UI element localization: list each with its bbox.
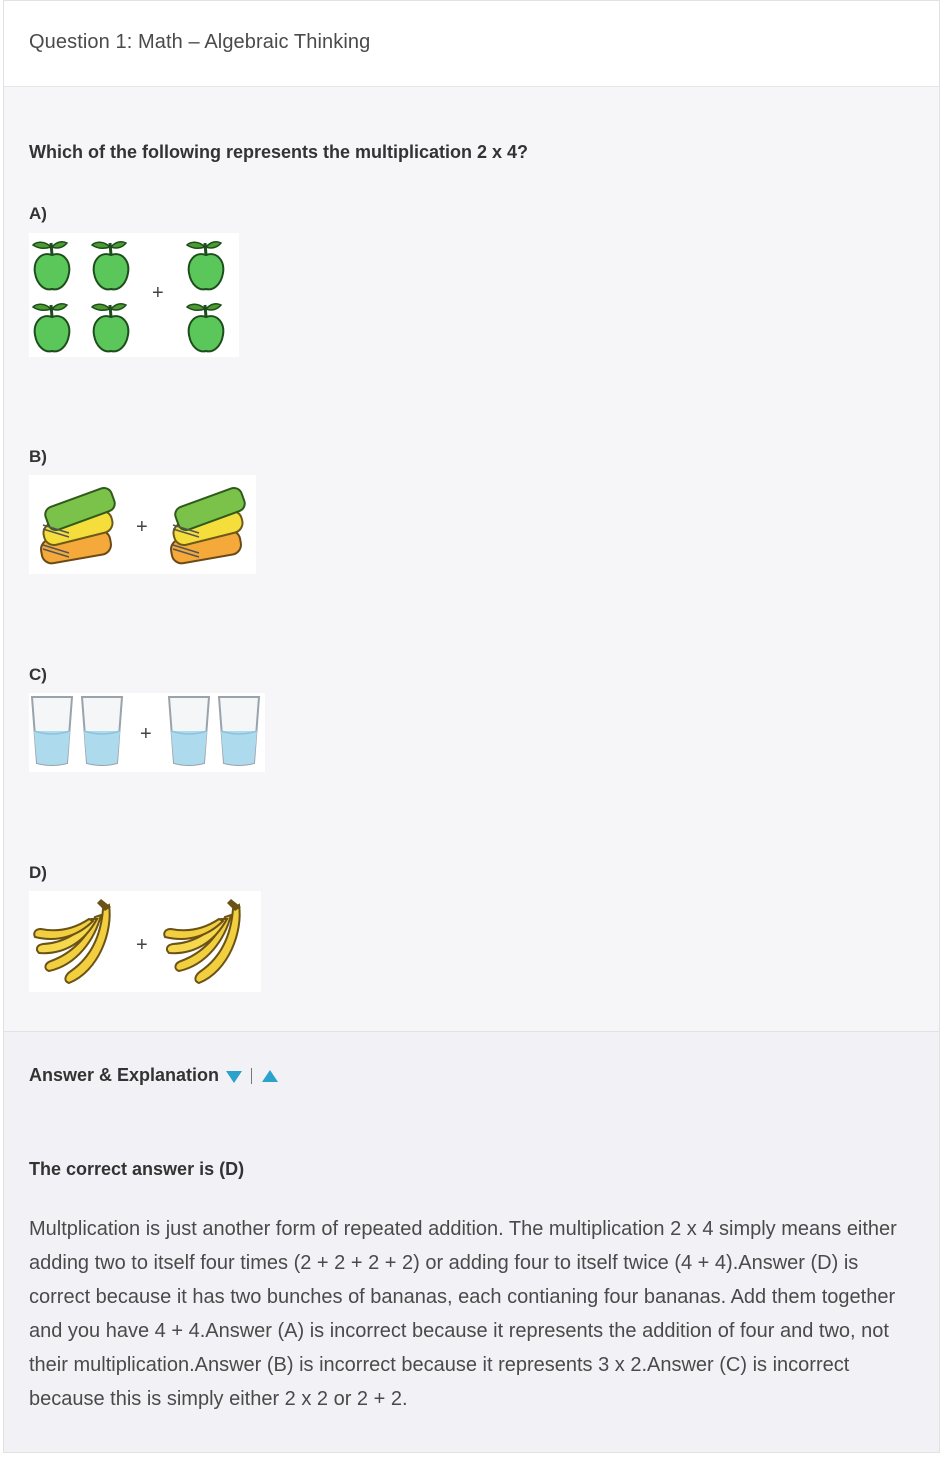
explanation-text: Multplication is just another form of repeated addition. The multiplication 2 x 4 simply means either adding two to itself four times (2 + 2 + 2 + 2) or adding four to itself twice (4 + 4).Answer (D) is correct because it has two bunches of bananas, each contianing four bananas. Add them together and you have 4 + 4.Answer (A) is incorrect because it represents the addition of four and two, not their multiplication.Answer (B) is incorrect because it represents 3 x 2.Answer (C) is incorrect because this is simply either 2 x 2 or 2 + 2. <box>29 1218 897 1410</box>
divider <box>251 1068 252 1084</box>
option-d-label[interactable]: D) <box>29 863 47 882</box>
option-c-label[interactable]: C) <box>29 665 47 684</box>
correct-answer: The correct answer is (D) <box>29 1159 245 1179</box>
option-b-label[interactable]: B) <box>29 447 47 466</box>
apples-icon[interactable] <box>29 233 239 357</box>
plus-sign: + <box>136 934 148 956</box>
collapse-triangle-icon[interactable] <box>262 1070 278 1082</box>
glasses-icon[interactable] <box>29 693 265 772</box>
question-body <box>4 87 939 1031</box>
plus-sign: + <box>152 282 164 304</box>
books-icon[interactable] <box>29 475 256 574</box>
card-header <box>4 1 939 87</box>
expand-triangle-icon[interactable] <box>226 1071 242 1083</box>
answer-section <box>4 1031 939 1452</box>
bananas-icon[interactable] <box>29 891 261 992</box>
plus-sign: + <box>140 723 152 745</box>
question-text: Which of the following represents the multiplication 2 x 4? <box>29 142 529 162</box>
answer-toggle[interactable] <box>29 1065 278 1086</box>
question-card <box>3 0 940 1453</box>
answer-toggle-label[interactable]: Answer & Explanation <box>29 1065 220 1085</box>
option-a-label[interactable]: A) <box>29 204 47 223</box>
question-title: Question 1: Math – Algebraic Thinking <box>29 31 371 53</box>
plus-sign: + <box>136 516 148 538</box>
